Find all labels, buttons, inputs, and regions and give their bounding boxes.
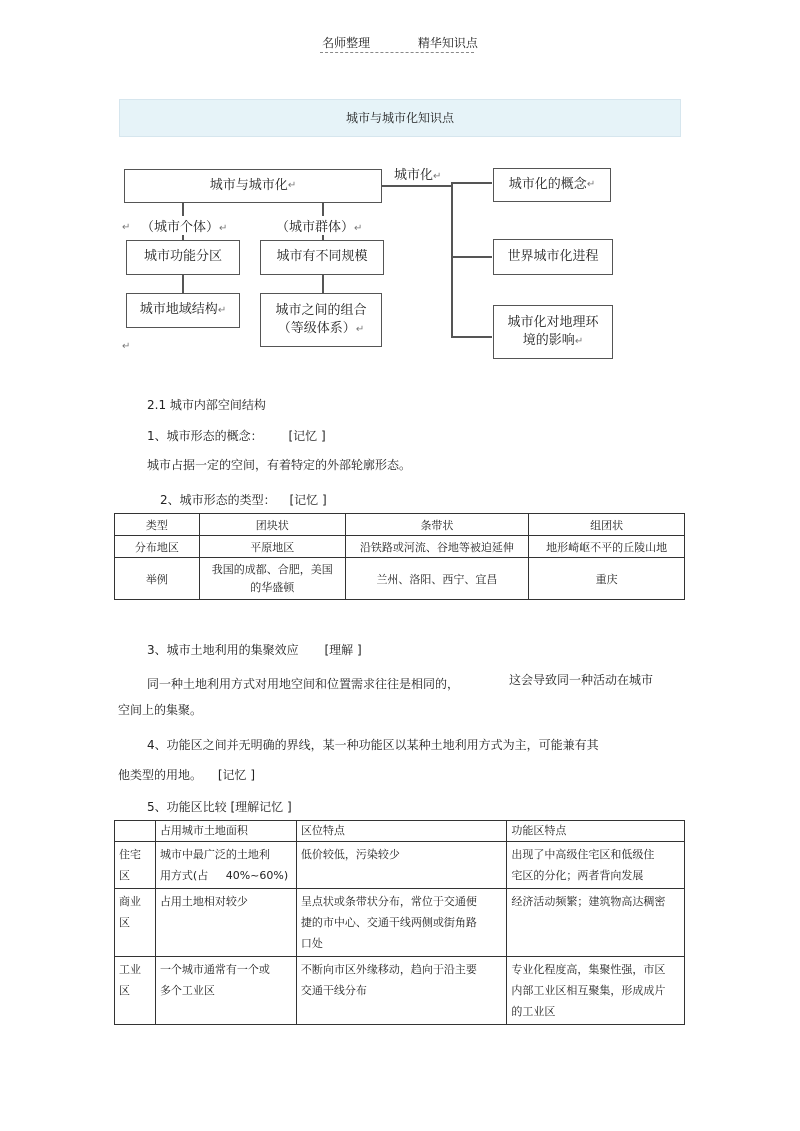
zone-feature-cell: 出现了中高级住宅区和低级住 宅区的分化；两者背向发展 (507, 842, 685, 889)
table-header-cell: 区位特点 (296, 821, 506, 842)
table-row (115, 536, 685, 558)
zone-location-cell: 不断向市区外缘移动，趋向于沿主要 交通干线分布 (296, 957, 506, 1025)
table-header-cell: 条带状 (345, 514, 529, 536)
table-row (115, 889, 685, 957)
page-title: 城市与城市化知识点 (119, 99, 681, 137)
return-mark: ↵ (122, 222, 131, 233)
table-header-cell: 团块状 (199, 514, 345, 536)
table-row (115, 558, 685, 600)
paragraph-4-text-b: 他类型的用地。 [记忆 ] (118, 768, 256, 782)
table-header-cell: 组团状 (529, 514, 685, 536)
zone-feature-cell: 专业化程度高，集聚性强，市区 内部工业区相互聚集，形成成片 的工业区 (507, 957, 685, 1025)
urbanization-concept-box: 城市化的概念 ↵ (493, 168, 611, 202)
paragraph-3-text-a: 同一种土地利用方式对用地空间和位置需求往往是相同的， (147, 677, 460, 691)
paragraph-5-title: 5、功能区比较 [理解记忆 ] (147, 800, 292, 814)
root-box: 城市与城市化 ↵ (124, 169, 382, 203)
paragraph-2-title: 2、城市形态的类型： [记忆 ] (160, 493, 327, 507)
return-mark: ↵ (122, 341, 131, 352)
table-row (115, 842, 685, 889)
function-zone-table (114, 820, 685, 1025)
table-cell: 沿铁路或河流、谷地等被迫延伸 (345, 536, 529, 558)
paragraph-4-text-a: 4、功能区之间并无明确的界线，某一种功能区以某种土地利用方式为主，可能兼有其 (147, 738, 599, 752)
connector (451, 182, 453, 337)
left-branch-label: （城市个体）↵ (141, 216, 227, 235)
table-row (115, 821, 685, 842)
structure-box: 城市地域结构 ↵ (126, 293, 240, 328)
table-cell: 地形崎岖不平的丘陵山地 (529, 536, 685, 558)
function-zone-box: 城市功能分区 (126, 240, 240, 275)
paragraph-1-title: 1、城市形态的概念： [记忆 ] (147, 429, 326, 443)
urbanization-process-box: 世界城市化进程 (493, 239, 613, 275)
connector (381, 185, 452, 187)
zone-location-cell: 低价较低，污染较少 (296, 842, 506, 889)
table-header-cell: 占用城市土地面积 (155, 821, 296, 842)
paragraph-1-text: 城市占据一定的空间，有着特定的外部轮廓形态。 (147, 458, 412, 472)
table-cell: 平原地区 (199, 536, 345, 558)
zone-location-cell: 呈点状或条带状分布，常位于交通便 捷的市中心、交通干线两侧或街角路 口处 (296, 889, 506, 957)
paragraph-3-text-c: 空间上的集聚。 (118, 703, 203, 717)
section-heading: 2.1 城市内部空间结构 (147, 398, 266, 412)
urbanization-impact-box: 城市化对地理环 境的影响↵ (493, 305, 613, 359)
zone-name-cell: 工业 区 (115, 957, 156, 1025)
zone-name-cell: 住宅 区 (115, 842, 156, 889)
zone-area-cell: 城市中最广泛的土地利 用方式(占 40%~60%) (155, 842, 296, 889)
paragraph-3-text-b: 这会导致同一种活动在城市 (509, 673, 654, 687)
table-row (115, 957, 685, 1025)
table-cell: 举例 (115, 558, 200, 600)
link-label: 城市化↵ (394, 168, 442, 183)
table-header-cell (115, 821, 156, 842)
connector (322, 273, 324, 293)
zone-name-cell: 商业 区 (115, 889, 156, 957)
city-form-table (114, 513, 685, 600)
zone-area-cell: 一个城市通常有一个或 多个工业区 (155, 957, 296, 1025)
paragraph-3-title: 3、城市土地利用的集聚效应 [理解 ] (147, 643, 362, 657)
scale-box: 城市有不同规模 (260, 240, 384, 275)
table-cell: 分布地区 (115, 536, 200, 558)
table-cell: 重庆 (529, 558, 685, 600)
connector (182, 273, 184, 293)
table-header-cell: 功能区特点 (507, 821, 685, 842)
table-header-cell: 类型 (115, 514, 200, 536)
zone-feature-cell: 经济活动频繁；建筑物高达稠密 (507, 889, 685, 957)
connector (451, 336, 492, 338)
connector (451, 182, 492, 184)
table-row (115, 514, 685, 536)
zone-area-cell: 占用土地相对较少 (155, 889, 296, 957)
header-left: 名师整理 (322, 36, 371, 50)
table-cell: 兰州、洛阳、西宁、宜昌 (345, 558, 529, 600)
concept-diagram (0, 0, 800, 370)
table-cell: 我国的成都、合肥，美国 的华盛顿 (199, 558, 345, 600)
connector (451, 256, 492, 258)
mid-branch-label: （城市群体）↵ (276, 216, 362, 235)
header-right: 精华知识点 (417, 36, 478, 50)
combination-box: 城市之间的组合 （等级体系）↵ (260, 293, 382, 347)
